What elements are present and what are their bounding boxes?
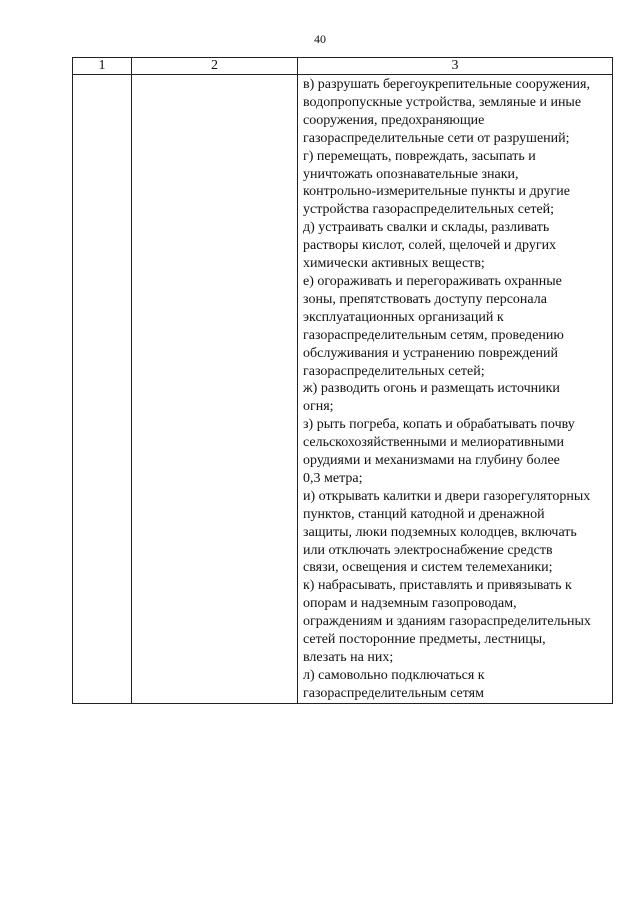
text-line: связи, освещения и систем телемеханики; <box>303 560 553 576</box>
text-line: д) устраивать свалки и склады, разливать <box>303 220 550 236</box>
table-header-row <box>73 58 613 75</box>
text-line: растворы кислот, солей, щелочей и других <box>303 238 557 254</box>
text-line: сельскохозяйственными и мелиоративными <box>303 435 565 451</box>
text-line: газораспределительным сетям, проведению <box>303 327 564 343</box>
column-header-2: 2 <box>132 58 298 75</box>
column-header-3: 3 <box>298 58 613 75</box>
text-line: газораспределительных сетей; <box>303 363 485 379</box>
table-row <box>73 75 613 704</box>
text-line: контрольно-измерительные пункты и другие <box>303 184 570 200</box>
text-line: и) открывать калитки и двери газорегуляторных <box>303 488 591 504</box>
cell-column-2 <box>132 75 298 704</box>
text-line: устройства газораспределительных сетей; <box>303 202 555 218</box>
text-line: водопропускные устройства, земляные и иные <box>303 94 582 110</box>
cell-column-3 <box>298 75 613 704</box>
text-line: обслуживания и устранению повреждений <box>303 345 559 361</box>
text-line: сооружения, предохраняющие <box>303 112 485 128</box>
text-line: эксплуатационных организаций к <box>303 309 504 325</box>
text-line: газораспределительные сети от разрушений; <box>303 130 570 146</box>
text-line: пунктов, станций катодной и дренажной <box>303 506 545 522</box>
text-line: огня; <box>303 399 334 415</box>
text-line: з) рыть погреба, копать и обрабатывать почву <box>303 417 575 433</box>
text-line: или отключать электроснабжение средств <box>303 542 553 558</box>
text-line: в) разрушать берегоукрепительные сооружения, <box>303 77 590 92</box>
text-line: ж) разводить огонь и размещать источники <box>303 381 560 397</box>
text-line: уничтожать опознавательные знаки, <box>303 166 519 182</box>
text-line: опорам и надземным газопроводам, <box>303 596 517 612</box>
text-line: орудиями и механизмами на глубину более <box>303 453 560 469</box>
text-line: л) самовольно подключаться к <box>303 667 485 683</box>
text-line: газораспределительным сетям <box>303 685 484 701</box>
text-line: 0,3 метра; <box>303 470 363 486</box>
text-line: защиты, люки подземных колодцев, включать <box>303 524 577 540</box>
text-line: е) огораживать и перегораживать охранные <box>303 273 562 289</box>
text-line: химически активных веществ; <box>303 256 485 272</box>
text-line: влезать на них; <box>303 650 394 665</box>
restrictions-table <box>72 57 613 704</box>
cell-column-1 <box>73 75 132 704</box>
text-line: ограждениям и зданиям газораспределительных <box>303 614 591 630</box>
text-line: зоны, препятствовать доступу персонала <box>303 291 547 307</box>
text-line: г) перемещать, повреждать, засыпать и <box>303 148 536 164</box>
text-line: сетей посторонние предметы, лестницы, <box>303 632 546 648</box>
column-header-1: 1 <box>73 58 132 75</box>
page-number: 40 <box>314 32 326 46</box>
text-line: к) набрасывать, приставлять и привязывать к <box>303 578 572 594</box>
